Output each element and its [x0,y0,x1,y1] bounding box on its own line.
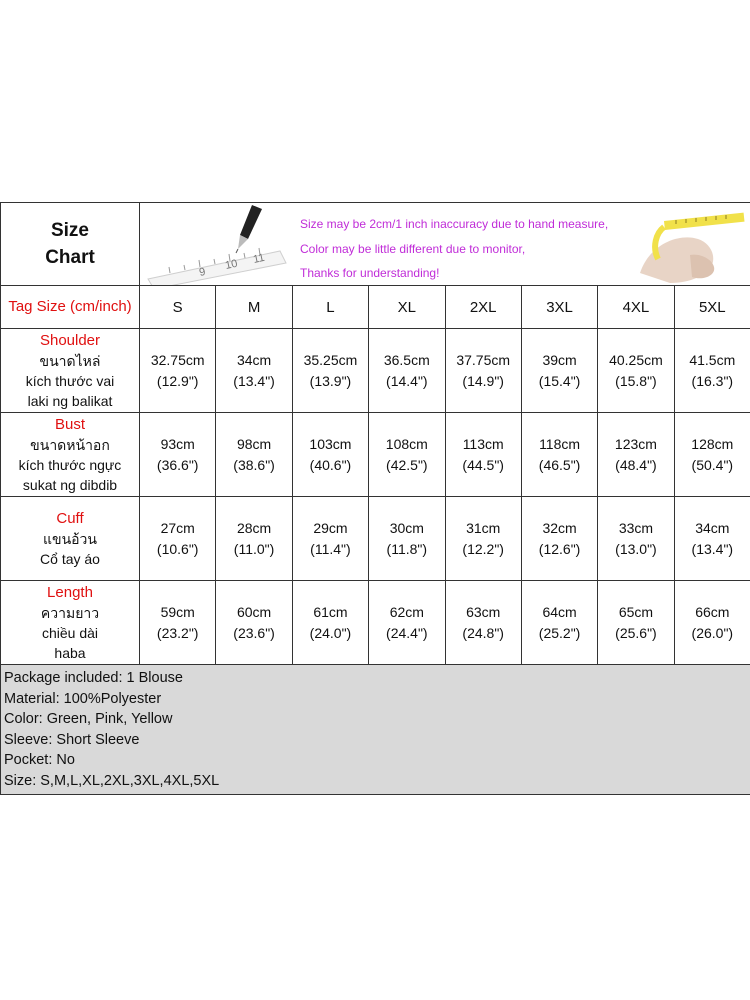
length-label [1,581,140,665]
ruler-pen-icon [140,203,290,285]
bust-value-m: 98cm (38.6") [216,413,292,497]
info-color: Color: Green, Pink, Yellow [4,711,173,727]
size-xl: XL [369,286,445,329]
shoulder-value-xl: 36.5cm (14.4") [369,329,445,413]
info-sleeve: Sleeve: Short Sleeve [4,731,140,748]
bust-name: Bust [54,415,85,433]
length-value-l: 61cm (24.0") [292,581,368,665]
shoulder-translation-th: ขนาดไหล่ [39,352,101,369]
cuff-name: Cuff [56,509,84,527]
title-line-2: Chart [45,247,95,268]
measurement-banner [140,203,750,286]
shoulder-value-2xl: 37.75cm (14.9") [445,329,521,413]
bust-value-3xl: 118cm (46.5") [521,413,597,497]
size-s: S [140,286,216,329]
bust-translation-tl: sukat ng dibdib [22,476,118,493]
product-info-row [1,665,750,795]
hand-measuring-tape-icon [620,203,750,285]
length-value-4xl: 65cm (25.6") [598,581,674,665]
shoulder-label [1,329,140,413]
size-4xl: 4XL [598,286,674,329]
bust-value-l: 103cm (40.6") [292,413,368,497]
length-value-2xl: 63cm (24.8") [445,581,521,665]
length-value-5xl: 66cm (26.0") [674,581,750,665]
shoulder-row [1,329,750,413]
shoulder-translation-vi: kích thước vai [25,372,115,389]
cuff-value-2xl: 31cm (12.2") [445,497,521,581]
cuff-value-l: 29cm (11.4") [292,497,368,581]
bust-value-5xl: 128cm (50.4") [674,413,750,497]
bust-value-s: 93cm (36.6") [140,413,216,497]
cuff-value-m: 28cm (11.0") [216,497,292,581]
length-name: Length [47,583,93,601]
shoulder-value-5xl: 41.5cm (16.3") [674,329,750,413]
cuff-value-5xl: 34cm (13.4") [674,497,750,581]
cuff-translation-vi: Cổ tay áo [40,550,100,567]
ruler-number-11: 11 [252,251,266,266]
length-translation-tl: haba [54,644,86,661]
info-material: Material: 100%Polyester [4,690,162,707]
cuff-row [1,497,750,581]
size-l: L [292,286,368,329]
title-line-1: Size [50,220,90,241]
info-pocket: Pocket: No [4,752,75,768]
tag-size-row [1,286,750,329]
product-info [1,665,750,795]
cuff-label [1,497,140,581]
size-5xl: 5XL [674,286,750,329]
size-chart [0,202,750,794]
shoulder-value-l: 35.25cm (13.9") [292,329,368,413]
length-row [1,581,750,665]
shoulder-value-m: 34cm (13.4") [216,329,292,413]
size-3xl: 3XL [521,286,597,329]
cuff-value-4xl: 33cm (13.0") [598,497,674,581]
length-translation-th: ความยาว [40,604,100,621]
bust-value-2xl: 113cm (44.5") [445,413,521,497]
cuff-value-s: 27cm (10.6") [140,497,216,581]
shoulder-name: Shoulder [39,331,101,349]
length-value-s: 59cm (23.2") [140,581,216,665]
length-translation-vi: chiều dài [41,624,99,641]
bust-label [1,413,140,497]
note-color: Color may be little different due to monitor, [300,242,526,256]
ruler-number-10: 10 [224,257,239,272]
length-value-3xl: 64cm (25.2") [521,581,597,665]
bust-value-xl: 108cm (42.5") [369,413,445,497]
tag-size-label: Tag Size (cm/inch) [1,286,140,329]
note-inaccuracy: Size may be 2cm/1 inch inaccuracy due to hand measure, [300,217,609,231]
bust-value-4xl: 123cm (48.4") [598,413,674,497]
shoulder-value-4xl: 40.25cm (15.8") [598,329,674,413]
size-chart-title [1,203,140,286]
shoulder-value-3xl: 39cm (15.4") [521,329,597,413]
cuff-translation-th: แขนอ้วน [42,530,97,547]
cuff-value-3xl: 32cm (12.6") [521,497,597,581]
size-m: M [216,286,292,329]
shoulder-value-s: 32.75cm (12.9") [140,329,216,413]
shoulder-translation-tl: laki ng balikat [27,392,113,409]
bust-translation-th: ขนาดหน้าอก [30,436,110,453]
note-thanks: Thanks for understanding! [300,266,440,280]
bust-translation-vi: kích thước ngực [18,456,122,473]
size-chart-table [0,202,750,795]
chart-header-row [1,203,750,286]
bust-row [1,413,750,497]
cuff-value-xl: 30cm (11.8") [369,497,445,581]
length-value-m: 60cm (23.6") [216,581,292,665]
info-package: Package included: 1 Blouse [4,670,183,686]
ruler-number-9: 9 [198,265,207,279]
length-value-xl: 62cm (24.4") [369,581,445,665]
size-2xl: 2XL [445,286,521,329]
info-sizes: Size: S,M,L,XL,2XL,3XL,4XL,5XL [4,772,220,789]
